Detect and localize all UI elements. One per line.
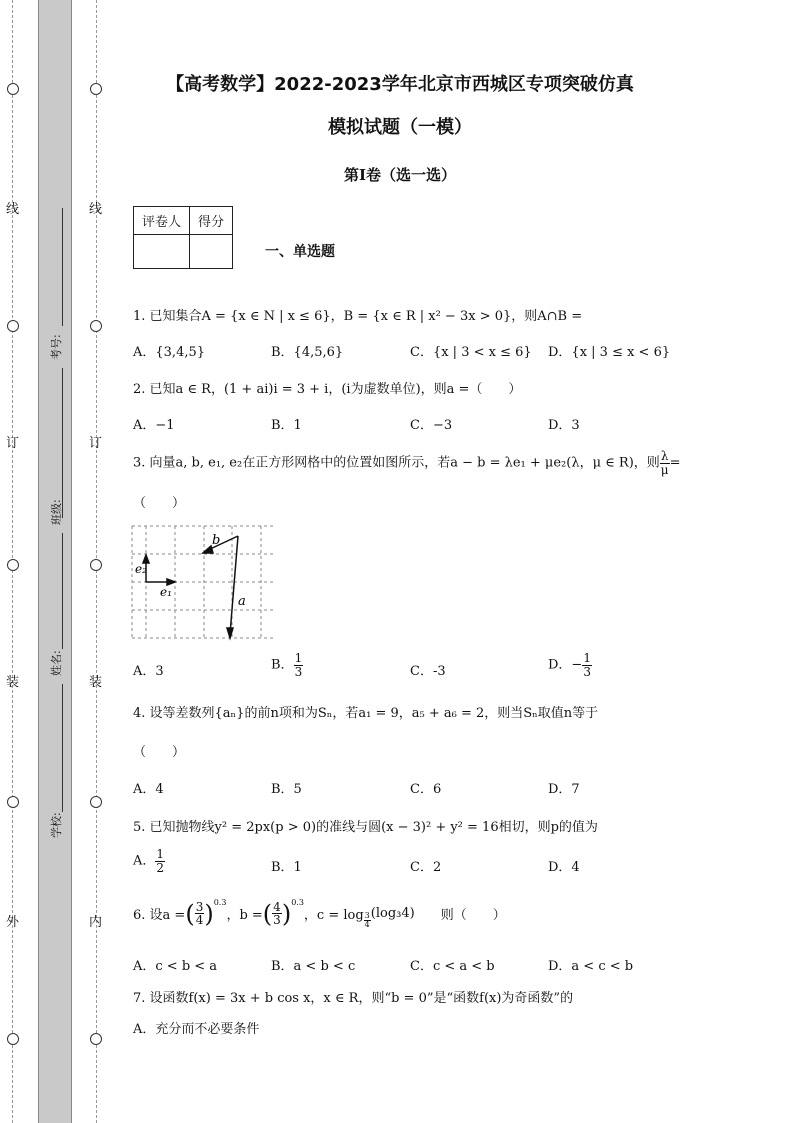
q4-answer-paren: （ ）: [133, 745, 186, 760]
label-a: a: [238, 594, 246, 609]
frac-den: 4: [364, 920, 370, 930]
q1-option-d: D．{x | 3 ≤ x < 6}: [548, 345, 671, 360]
q5-option-a-frac: [155, 848, 165, 874]
binding-hole: [90, 320, 102, 332]
gutter-fill-line: [62, 684, 63, 812]
q3-answer-paren: （ ）: [133, 496, 186, 511]
q2-option-c: C．−3: [410, 418, 453, 433]
gutter-char-install-inner: 装: [89, 675, 103, 690]
q1-option-b: B．{4,5,6}: [271, 345, 344, 360]
q2-option-d: D．3: [548, 418, 580, 433]
binding-hole: [90, 1033, 102, 1045]
q2-option-a: A．−1: [133, 418, 175, 433]
paren-right: ): [281, 899, 292, 928]
q3-grid-figure: [128, 522, 278, 644]
gutter-char-line-inner: 线: [89, 202, 103, 217]
question-4: 4. 设等差数列{aₙ}的前n项和为Sₙ，若a₁ = 9，a₅ + a₆ = 2，则当Sₙ取值n等于: [133, 706, 599, 721]
q1-option-a: A．{3,4,5}: [133, 345, 206, 360]
gutter-char-line: 线: [6, 202, 20, 217]
q6-mid: ，b =: [226, 908, 263, 924]
binding-hole: [7, 559, 19, 571]
q3-option-b: [271, 652, 303, 678]
q4-option-a: A．4: [133, 782, 164, 797]
q3-fraction: [660, 450, 670, 476]
q5-option-d: D．4: [548, 860, 580, 875]
gutter-fill-line: [62, 368, 63, 518]
q3-text: 3. 向量a, b, e₁, e₂在正方形网格中的位置如图所示，若a − b = λe₁ + μe₂(λ，μ ∈ R)，则: [133, 455, 660, 471]
q3-option-d: [548, 652, 592, 678]
q6-frac-a: [195, 901, 205, 927]
q6-frac-b: [272, 901, 282, 927]
frac-num: 1: [294, 651, 303, 665]
question-1: 1. 已知集合A = {x ∈ N | x ≤ 6}，B = {x ∈ R | x² − 3x > 0}，则A∩B =: [133, 309, 583, 324]
frac-den: 3: [273, 913, 281, 928]
binding-hole: [7, 1033, 19, 1045]
question-3: [133, 450, 680, 476]
q6-option-d: D．a < c < b: [548, 959, 634, 974]
gutter-fill-line: [62, 533, 63, 649]
q5-option-c: C．2: [410, 860, 442, 875]
gutter-char-outer: 外: [6, 915, 20, 930]
q6-option-b: B．a < b < c: [271, 959, 356, 974]
binding-hole: [90, 559, 102, 571]
q4-option-c: C．6: [410, 782, 442, 797]
q6-option-a: A．c < b < a: [133, 959, 218, 974]
q3-option-a: A．3: [133, 664, 164, 679]
q6-exp-a: 0.3: [213, 898, 227, 907]
frac-num: 3: [195, 899, 204, 914]
q6-c-log: ，c = log: [303, 908, 364, 924]
frac-num: 4: [273, 899, 281, 914]
q4-option-b: B．5: [271, 782, 302, 797]
q6-c-arg: (log₃4): [370, 906, 415, 922]
q5-option-b: B．1: [271, 860, 302, 875]
score-header: 得分: [190, 207, 233, 235]
q1-option-c: C．{x | 3 < x ≤ 6}: [410, 345, 532, 360]
binding-hole: [90, 796, 102, 808]
label-school: 学校:: [50, 812, 63, 838]
grader-cell[interactable]: [134, 235, 190, 269]
label-e1: e₁: [160, 585, 172, 599]
score-table: [133, 206, 233, 269]
q6-log-base: [364, 912, 371, 930]
gutter-char-bind: 订: [6, 436, 20, 451]
q5-option-a-label: A．: [133, 853, 156, 869]
page-subtitle: 模拟试题（一模）: [328, 117, 472, 138]
label-name: 姓名:: [50, 650, 63, 676]
q6-option-c: C．c < a < b: [410, 959, 495, 974]
question-6: [133, 898, 506, 930]
gutter-fill-line: [62, 208, 63, 326]
q4-option-d: D．7: [548, 782, 580, 797]
volume-heading: 第I卷（选一选）: [343, 166, 457, 184]
label-class: 班级:: [50, 499, 63, 525]
section-heading: 一、单选题: [265, 244, 335, 260]
gutter-char-inner: 内: [89, 915, 103, 930]
page-title: 【高考数学】2022-2023学年北京市西城区专项突破仿真: [166, 74, 634, 95]
binding-hole: [7, 796, 19, 808]
frac-den: 3: [583, 664, 591, 679]
gutter-char-install: 装: [6, 675, 20, 690]
gutter-char-bind-inner: 订: [89, 436, 103, 451]
binding-hole: [7, 320, 19, 332]
label-exam-number: 考号:: [50, 334, 63, 360]
q3-option-b-frac: [294, 652, 304, 678]
question-2: 2. 已知a ∈ R，(1 + ai)i = 3 + i，(i为虚数单位)，则a =（ ）: [133, 382, 522, 397]
q3-frac-num: λ: [660, 449, 669, 463]
score-cell[interactable]: [190, 235, 233, 269]
grader-header: 评卷人: [134, 207, 190, 235]
frac-den: 3: [294, 664, 303, 679]
label-e2: e₂: [135, 562, 147, 576]
q5-option-a: [133, 848, 165, 874]
q7-option-a: A．充分而不必要条件: [133, 1022, 260, 1037]
q3-frac-den: μ: [660, 462, 669, 477]
q6-exp-b: 0.3: [291, 898, 304, 907]
question-7: 7. 设函数f(x) = 3x + b cos x，x ∈ R，则“b = 0”是“函数f(x)为奇函数”的: [133, 991, 574, 1006]
frac-den: 2: [156, 860, 165, 875]
q3-option-d-frac: [582, 652, 592, 678]
q3-option-b-label: B．: [271, 657, 294, 673]
label-b: b: [212, 533, 221, 548]
q2-option-b: B．1: [271, 418, 302, 433]
q3-option-d-label: D．−: [548, 657, 583, 673]
q3-option-c: C．-3: [410, 664, 446, 679]
paren-left: (: [262, 899, 273, 928]
frac-num: 1: [583, 651, 591, 665]
q6-prefix: 6. 设a =: [133, 908, 186, 924]
q6-end: 则（ ）: [414, 908, 506, 924]
vector-a: [230, 536, 238, 634]
paren-right: ): [204, 899, 214, 928]
frac-num: 3: [364, 911, 370, 920]
frac-num: 1: [156, 847, 165, 861]
question-5: 5. 已知抛物线y² = 2px(p > 0)的准线与圆(x − 3)² + y² = 16相切，则p的值为: [133, 820, 598, 835]
paren-left: (: [185, 899, 195, 928]
frac-den: 4: [195, 913, 204, 928]
q3-equals: =: [669, 455, 681, 471]
